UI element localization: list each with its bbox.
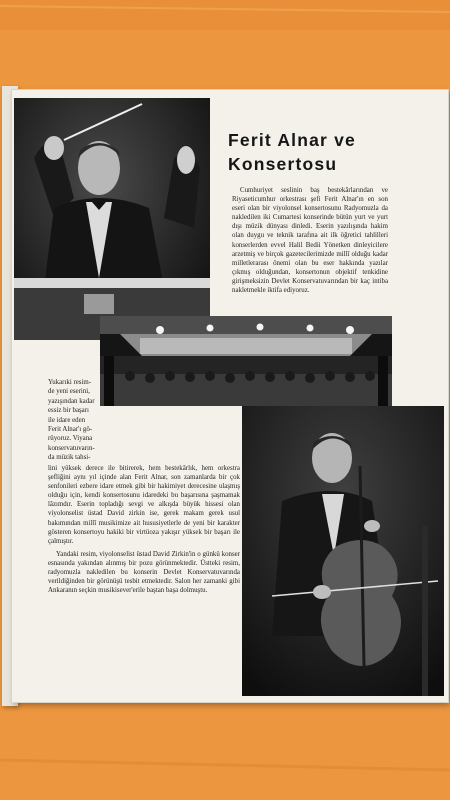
left-line-7: rüyoruz. Viyana bbox=[48, 435, 93, 443]
left-line-2: de yeni eserini, bbox=[48, 388, 90, 396]
article-title bbox=[228, 128, 433, 176]
intro-text: Cumhuriyet seslinin baş bestekârlarından ve Riyaseticumhur orkestrası şefi Ferit Alnar'ın en son eseri olan bir viyolonsel konsertosunu Radyomuzla da nakledilen iki Cumartesi konserinde bütün yurt ve yurt dışı müzik dünyası dinledi. Eserin yazılışında hakim olan duygu ve teknik tarafına ait ilk öğretici tahlilleri konserlerden evvel Halil Bedii Yönetken dinleyicilere arzetmiş ve birçok gazetecilerimizde millî olduğu kadar milletlerarası önemi olan bu eser hakkında yazılar çıkmış olduğundan, konsertonun objektif tenkidine girişmeksizin Devlet Konservatuvarından bir kaç intiba nakletmekle iktifa ediyoruz. bbox=[232, 187, 388, 295]
left-line-1: Yukarıki resim- bbox=[48, 379, 92, 386]
concert-hall-photo bbox=[100, 316, 392, 406]
left-line-8: konservatuvarın- bbox=[48, 444, 95, 452]
left-column-text bbox=[48, 378, 100, 463]
cellist-photo bbox=[242, 406, 444, 696]
title-line-1: Ferit Alnar ve bbox=[228, 130, 356, 150]
left-line-6: Ferit Alnar'ı gö- bbox=[48, 426, 93, 434]
left-line-9: da müzik tahsi- bbox=[48, 454, 91, 462]
left-line-4: essiz bir başarı bbox=[48, 407, 89, 415]
body-text bbox=[48, 464, 240, 595]
intro-paragraph bbox=[232, 186, 388, 295]
left-line-5: ile idare eden bbox=[48, 416, 86, 424]
body-paragraph-2: Yandaki resim, viyolonselist üstad David Zirkin'in o günkü konser esnasında yakından alınmış bir pozu görünmektedir. Üstteki resim, radyomuzla nakledilen bu konserin Devlet Konservatuvarında verildiğinden bir görünüşü tesbit etmektedir. Salon her zamanki gibi Ankaranın seçkin musikisever'erile baştan başa dolmuştu. bbox=[48, 550, 240, 595]
left-line-3: yazışından kadar bbox=[48, 397, 95, 405]
title-line-2: Konsertosu bbox=[228, 154, 338, 174]
conductor-photo bbox=[14, 98, 210, 340]
body-paragraph-1: lini yüksek derece ile bitirerek, hem bestekârlık, hem orkestra şefliğini aynı yıl içinde alan Ferit Alnar, son zamanlarda bir çok senfonileri ezbere idare etmek gibi bir hakimiyet derecesine ulaşmış olduğu için, kendi konsertosunu idaredeki bu başarısına şaşmamak lâzımdır. Eserin topladığı sevgi ve alkışda büyük hissesi olan viyolonselist üstad David zirkin ise, gerek makam gerek usul bakımından millî musikimize ait hususiyetlerle de yeni bir karakter gösteren konsertoyu hakiki bir virtüoza yakışır yüksek bir başarı ile çalmıştır. bbox=[48, 465, 240, 545]
